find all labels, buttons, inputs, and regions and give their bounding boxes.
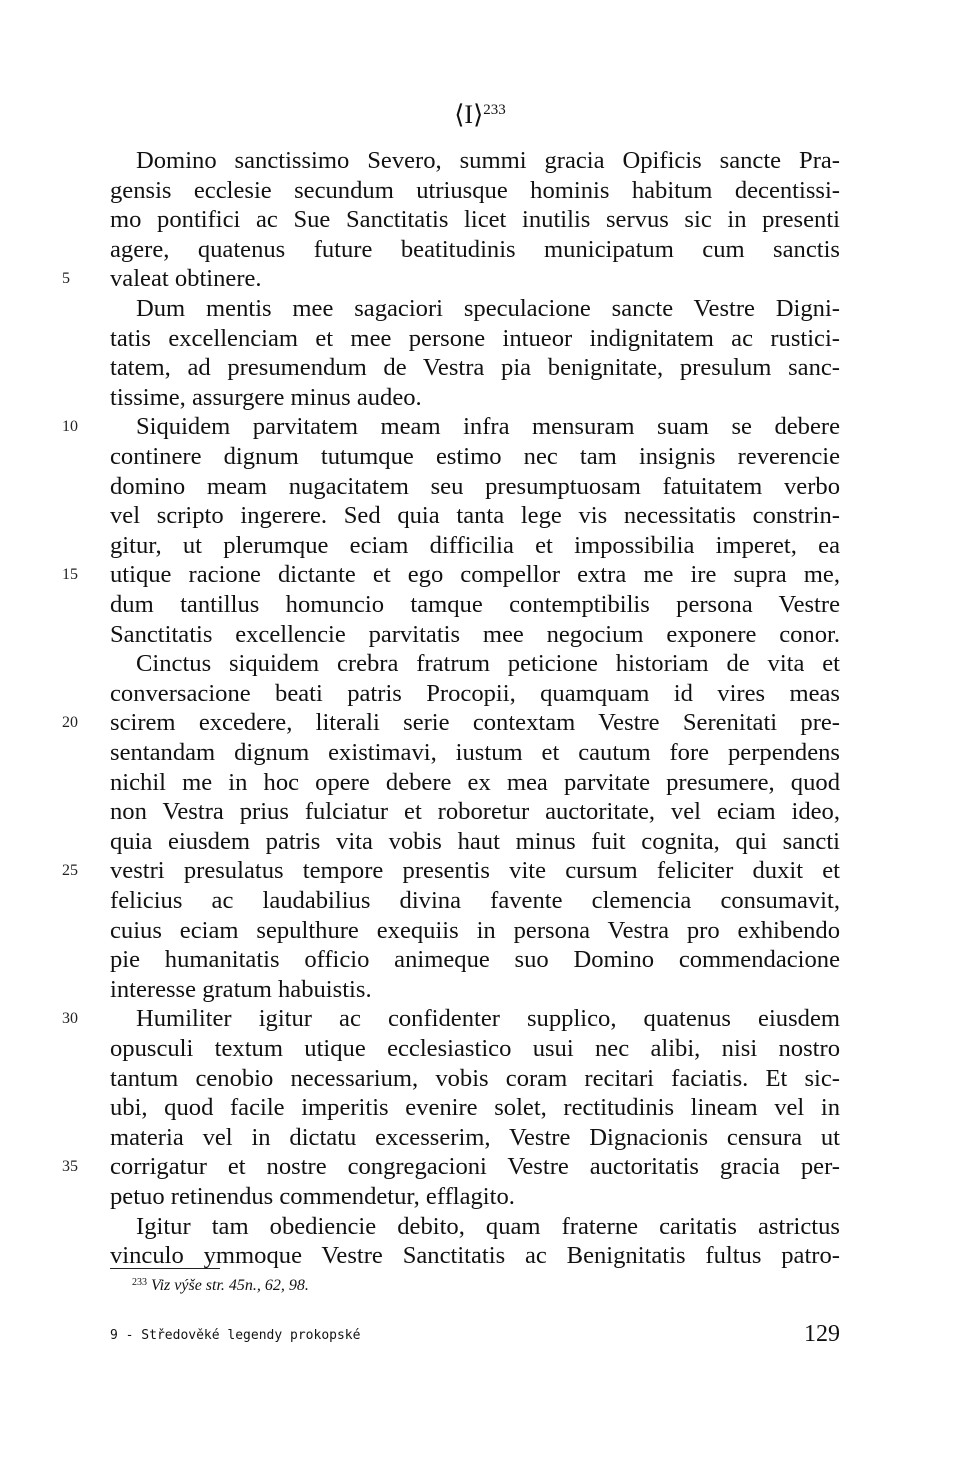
section-heading (0, 100, 960, 130)
text-line: valeat obtinere. (110, 265, 262, 293)
text-line: materia vel in dictatu excesserim, Vestre Dignacionis censura ut (110, 1123, 840, 1151)
text-line: Domino sanctissimo Severo, summi gracia Opificis sancte Pra- (136, 147, 840, 174)
text-line: Igitur tam obediencie debito, quam fraterne caritatis astrictus (136, 1212, 840, 1240)
footnote (132, 1272, 309, 1297)
footnote-text: Viz výše str. 45n., 62, 98. (151, 1277, 309, 1294)
footnote-rule (110, 1268, 220, 1269)
line-number: 20 (62, 714, 78, 732)
text-line: continere dignum tutumque estimo nec tam insignis reverencie (110, 443, 840, 470)
footnote-mark: 233 (132, 1277, 147, 1288)
text-line: opusculi textum utique ecclesiastico usui nec alibi, nisi nostro (110, 1035, 840, 1062)
text-line: Siquidem parvitatem meam infra mensuram suam se debere (136, 413, 840, 441)
text-line: Cinctus siquidem crebra fratrum peticione historiam de vita et (136, 650, 840, 678)
text-line: vestri presulatus tempore presentis vite cursum feliciter duxit et (110, 857, 840, 885)
text-line: domino meam nugacitatem seu presumptuosam fatuitatem verbo (110, 472, 840, 500)
text-line: Sanctitatis excellencie parvitatis mee negocium exponere conor. (110, 620, 840, 648)
line-number: 5 (62, 270, 70, 288)
text-line: non Vestra prius fulciatur et roboretur auctoritate, vel eciam ideo, (110, 798, 840, 826)
text-line: tatis excellenciam et mee persone intueor indignitatem ac rustici- (110, 324, 840, 352)
text-line: petuo retinendus commendetur, efflagito. (110, 1183, 515, 1210)
text-line: sentandam dignum existimavi, iustum et cautum fore perpendens (110, 739, 840, 766)
section-heading-text: ⟨I⟩ (454, 100, 484, 129)
text-line: ubi, quod facile imperitis evenire solet, rectitudinis lineam vel in (110, 1094, 840, 1122)
text-line: nichil me in hoc opere debere ex mea parvitate presumere, quod (110, 768, 840, 796)
text-line: vel scripto ingerere. Sed quia tanta lege vis necessitatis constrin- (110, 502, 840, 530)
text-line: Dum mentis mee sagaciori speculacione sancte Vestre Digni- (136, 295, 840, 322)
text-line: agere, quatenus future beatitudinis municipatum cum sanctis (110, 235, 840, 263)
text-line: corrigatur et nostre congregacioni Vestre auctoritatis gracia per- (110, 1153, 840, 1181)
text-line: dum tantillus homuncio tamque contemptibilis persona Vestre (110, 591, 840, 618)
text-line: vinculo ymmoque Vestre Sanctitatis ac Benignitatis fultus patro- (110, 1242, 840, 1270)
text-line: quia eiusdem patris vita vobis haut minus fuit cognita, qui sancti (110, 827, 840, 855)
page-number: 129 (804, 1321, 840, 1347)
text-line: tatem, ad presumendum de Vestra pia benignitate, presulum sanc- (110, 354, 840, 382)
line-number: 25 (62, 862, 78, 880)
text-line: gitur, ut plerumque eciam difficilia et impossibilia imperet, ea (110, 531, 840, 559)
text-line: pie humanitatis officio animeque suo Domino commendacione (110, 946, 840, 974)
text-line: utique racione dictante et ego compellor extra me ire supra me, (110, 561, 840, 589)
text-line: scirem excedere, literali serie contextam Vestre Serenitati pre- (110, 709, 840, 737)
line-number: 30 (62, 1010, 78, 1028)
text-line: tantum cenobio necessarium, vobis coram recitari faciatis. Et sic- (110, 1064, 840, 1092)
text-line: gensis ecclesie secundum utriusque hominis habitum decentissi- (110, 176, 840, 204)
text-line: tissime, assurgere minus audeo. (110, 383, 422, 411)
line-number: 15 (62, 566, 78, 584)
text-line: cuius eciam sepulthure exequiis in persona Vestra pro exhibendo (110, 916, 840, 944)
line-number: 35 (62, 1158, 78, 1176)
line-number: 10 (62, 418, 78, 436)
text-line: conversacione beati patris Procopii, quamquam id vires meas (110, 679, 840, 707)
text-line: mo pontifici ac Sue Sanctitatis licet inutilis servus sic in presenti (110, 206, 840, 234)
text-line: Humiliter igitur ac confidenter supplico, quatenus eiusdem (136, 1005, 840, 1033)
running-footer: 9 - Středověké legendy prokopské (110, 1328, 361, 1343)
text-line: felicius ac laudabilius divina favente clemencia consumavit, (110, 887, 840, 914)
footnote-reference: 233 (483, 102, 506, 118)
text-line: interesse gratum habuistis. (110, 975, 372, 1003)
